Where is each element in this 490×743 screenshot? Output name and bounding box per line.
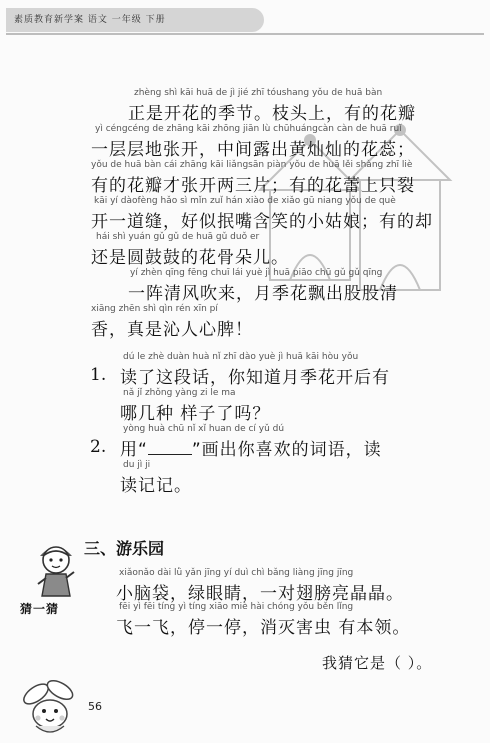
passage-line-6-pinyin: yí zhèn qīng fēng chuī lái yuè jì huā piāo chū gǔ gǔ qīng xyxy=(130,268,383,278)
question-2-line-1-end: ”画出你喜欢的词语，读 xyxy=(191,440,382,460)
question-2-line-1-start: 用“ xyxy=(120,440,148,460)
child-illustration xyxy=(28,538,84,600)
passage-line-6: 一阵清风吹来，月季花飘出股股清 xyxy=(128,284,398,304)
question-1-line-2: 哪几种 样子了吗？ xyxy=(120,404,271,424)
passage-line-7: 香，真是沁人心脾！ xyxy=(91,320,253,340)
question-2-number: 2. xyxy=(90,437,107,457)
passage-line-2-pinyin: yì céngcéng de zhāng kāi zhōng jiān lù chūhuángcàn càn de huā ruǐ xyxy=(95,124,402,134)
question-2-line-1 xyxy=(120,435,382,460)
bunny-icon xyxy=(18,678,82,738)
riddle-line-1-pinyin: xiǎonǎo dài lǜ yǎn jīng yí duì chì bǎng liàng jīng jīng xyxy=(119,568,354,578)
passage-line-2: 一层层地张开，中间露出黄灿灿的花蕊； xyxy=(91,140,415,160)
passage-line-4-pinyin: kāi yí dàofèng hǎo sì mǐn zuǐ hán xiào de xiǎo gū niang yǒu de què xyxy=(94,196,396,206)
question-2-line-1-pinyin: yòng huà chū nǐ xǐ huan de cí yǔ dú xyxy=(123,424,285,434)
passage-line-3: 有的花瓣才张开两三片；有的花蕾上只裂 xyxy=(91,176,415,196)
answer-blank-line xyxy=(148,440,192,455)
page-number: 56 xyxy=(88,700,102,713)
question-1-number: 1. xyxy=(90,365,107,385)
passage-line-5-pinyin: hái shì yuán gǔ gǔ de huā gǔ duǒ er xyxy=(96,232,260,242)
question-1-line-1-pinyin: dú le zhè duàn huà nǐ zhī dào yuè jì huā kāi hòu yǒu xyxy=(123,352,359,362)
question-2-line-2: 读记记。 xyxy=(120,476,192,496)
passage-line-5: 还是圆鼓鼓的花骨朵儿。 xyxy=(91,248,289,268)
question-2-line-2-pinyin: du jì ji xyxy=(123,460,151,470)
question-1-line-1: 读了这段话，你知道月季花开后有 xyxy=(120,368,390,388)
passage-line-7-pinyin: xiāng zhēn shì qìn rén xīn pí xyxy=(91,304,218,314)
riddle-line-2: 飞一飞，停一停，消灭害虫 有本领。 xyxy=(116,618,411,638)
passage-line-4: 开一道缝，好似抿嘴含笑的小姑娘；有的却 xyxy=(91,212,433,232)
section-title: 三、游乐园 xyxy=(84,539,165,558)
header-title: 素质教育新学案 语文 一年级 下册 xyxy=(14,15,166,25)
riddle-line-2-pinyin: fēi yì fēi tíng yì tíng xiāo miè hài chóng yǒu běn lǐng xyxy=(119,602,354,612)
passage-line-3-pinyin: yǒu de huā bàn cái zhāng kāi liǎngsān piàn yǒu de huā lěi shàng zhī liè xyxy=(91,160,413,170)
passage-line-1: 正是开花的季节。枝头上，有的花瓣 xyxy=(128,104,416,124)
header-divider xyxy=(6,33,484,35)
question-1-line-2-pinyin: nǎ jǐ zhǒng yàng zi le ma xyxy=(123,388,236,398)
answer-prompt: 我猜它是（ ）。 xyxy=(322,654,433,672)
passage-line-1-pinyin: zhèng shì kāi huā de jì jié zhī tóushang yǒu de huā bàn xyxy=(134,88,383,98)
guess-label: 猜一猜 xyxy=(20,602,60,616)
riddle-line-1: 小脑袋，绿眼睛，一对翅膀亮晶晶。 xyxy=(116,584,404,604)
